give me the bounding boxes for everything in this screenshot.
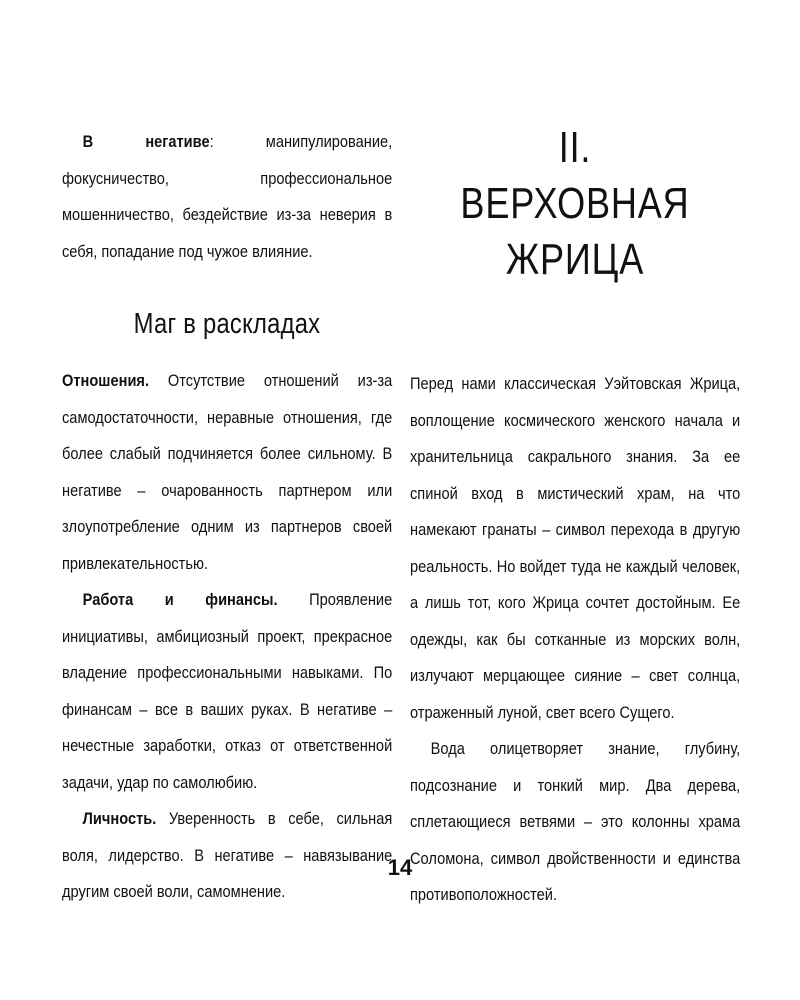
priestess-paragraph-2: Вода олицетворяет знание, глубину, подсознание и тонкий мир. Два дерева, сплетающиеся ветвями – это колонны храма Соломона, символ двойственности и единства противоположностей.: [410, 739, 741, 904]
personality-text: Уверенность в себе, сильная воля, лидерство. В негативе – навязывание другим своей воли, самомнение.: [62, 809, 393, 901]
negative-text: : манипулирование, фокусничество, профессиональное мошенничество, бездействие из-за неверия в себя, попадание под чужое влияние.: [62, 132, 393, 261]
chapter-title-line1: II. ВЕРХОВНАЯ: [460, 123, 690, 228]
relations-text: Отсутствие отношений из-за самодостаточности, неравные отношения, где более слабый подчиняется более сильному. В негативе – очарованность партнером или злоупотребление одним из партнеров своей привлекательностью.: [62, 371, 393, 573]
chapter-title: [440, 120, 711, 288]
work-label: Работа и финансы.: [82, 590, 278, 609]
relations-paragraph: [62, 363, 392, 582]
negative-label: В негативе: [82, 132, 210, 151]
left-column: [62, 124, 392, 911]
right-column: [410, 120, 740, 914]
work-paragraph: [62, 582, 392, 801]
priestess-paragraph-1: Перед нами классическая Уэйтовская Жрица, воплощение космического женского начала и хранительница сакрального знания. За ее спиной вход в мистический храм, на что намекают гранаты – символ перехода в другую реальность. Но войдет туда не каждый человек, а лишь тот, кого Жрица сочтет достойным. Ее одежды, как бы сотканные из морских волн, излучают мерцающее сияние – свет солнца, отраженный луной, свет всего Сущего.: [410, 374, 741, 722]
section-title: Маг в раскладах: [133, 308, 321, 340]
page-number: 14: [387, 855, 413, 880]
work-text: Проявление инициативы, амбициозный проект, прекрасное владение профессиональными навыками. По финансам – все в ваших руках. В негативе – нечестные заработки, отказ от ответственной задачи, удар по самолюбию.: [62, 590, 393, 792]
personality-label: Личность.: [82, 809, 157, 828]
chapter-title-line2: ЖРИЦА: [505, 235, 645, 284]
relations-label: Отношения.: [62, 371, 150, 390]
negative-paragraph: [62, 124, 392, 270]
